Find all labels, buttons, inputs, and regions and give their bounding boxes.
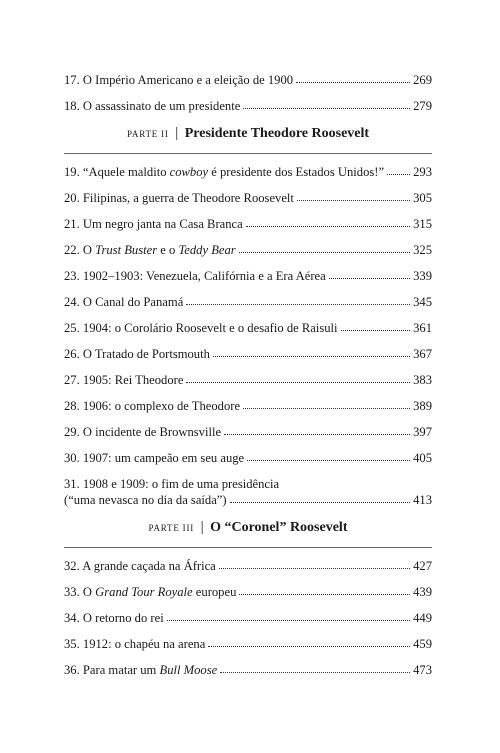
toc-entry-title: 28. 1906: o complexo de Theodore bbox=[64, 399, 241, 413]
toc-entry-24 bbox=[64, 294, 432, 310]
section-divider bbox=[64, 153, 432, 154]
toc-entry-title: 19. “Aquele maldito cowboy é presidente dos Estados Unidos!” bbox=[64, 165, 385, 179]
leader-dots bbox=[186, 301, 410, 305]
leader-dots bbox=[387, 171, 410, 175]
toc-entry-30 bbox=[64, 450, 432, 466]
toc-page-number: 325 bbox=[413, 243, 432, 257]
part-heading-2 bbox=[64, 124, 432, 143]
toc-entry-title: 26. O Tratado de Portsmouth bbox=[64, 347, 210, 361]
toc-entry-title: 18. O assassinato de um presidente bbox=[64, 99, 241, 113]
leader-dots bbox=[243, 405, 410, 409]
part-separator: | bbox=[175, 125, 179, 141]
toc-page-number: 293 bbox=[413, 165, 432, 179]
leader-dots bbox=[220, 669, 410, 673]
part-heading-3 bbox=[64, 518, 432, 537]
toc-entry-25 bbox=[64, 320, 432, 336]
toc-entry-title: 25. 1904: o Corolário Roosevelt e o desafio de Raisuli bbox=[64, 321, 338, 335]
leader-dots bbox=[167, 617, 410, 621]
toc-page-number: 305 bbox=[413, 191, 432, 205]
section-divider bbox=[64, 547, 432, 548]
part-label: PARTE III bbox=[148, 523, 195, 533]
toc-page-number: 397 bbox=[413, 425, 432, 439]
leader-dots bbox=[341, 327, 411, 331]
leader-dots bbox=[230, 499, 411, 503]
toc-entry-title-continuation bbox=[64, 492, 432, 508]
table-of-contents bbox=[64, 72, 432, 688]
leader-dots bbox=[224, 431, 410, 435]
part-title: Presidente Theodore Roosevelt bbox=[184, 126, 370, 141]
toc-entry-28 bbox=[64, 398, 432, 414]
toc-entry-title: 22. O Trust Buster e o Teddy Bear bbox=[64, 243, 236, 257]
toc-page-number: 439 bbox=[413, 585, 432, 599]
part-label: PARTE II bbox=[126, 129, 169, 139]
toc-entry-title: 29. O incidente de Brownsville bbox=[64, 425, 222, 439]
leader-dots bbox=[246, 223, 410, 227]
leader-dots bbox=[296, 79, 410, 83]
leader-dots bbox=[329, 275, 410, 279]
toc-page-number: 405 bbox=[413, 451, 432, 465]
toc-page-number: 427 bbox=[413, 559, 432, 573]
toc-page-number: 367 bbox=[413, 347, 432, 361]
leader-dots bbox=[243, 105, 410, 109]
toc-entry-title: 31. 1908 e 1909: o fim de uma presidência bbox=[64, 477, 280, 491]
toc-entry-title: 32. A grande caçada na África bbox=[64, 559, 216, 573]
leader-dots bbox=[213, 353, 410, 357]
toc-entry-title: 24. O Canal do Panamá bbox=[64, 295, 184, 309]
toc-entry-33 bbox=[64, 584, 432, 600]
toc-entry-18 bbox=[64, 98, 432, 114]
toc-entry-title: 23. 1902–1903: Venezuela, Califórnia e a Era Aérea bbox=[64, 269, 326, 283]
toc-entry-31 bbox=[64, 476, 432, 508]
part-title: O “Coronel” Roosevelt bbox=[210, 520, 348, 535]
toc-page-number: 339 bbox=[413, 269, 432, 283]
toc-page-number: 279 bbox=[413, 99, 432, 113]
toc-page-number: 449 bbox=[413, 611, 432, 625]
toc-entry-title: 33. O Grand Tour Royale europeu bbox=[64, 585, 237, 599]
toc-entry-23 bbox=[64, 268, 432, 284]
toc-entry-34 bbox=[64, 610, 432, 626]
toc-entry-title: 35. 1912: o chapéu na arena bbox=[64, 637, 206, 651]
toc-page-number: 315 bbox=[413, 217, 432, 231]
toc-entry-title: 36. Para matar um Bull Moose bbox=[64, 663, 218, 677]
leader-dots bbox=[208, 643, 410, 647]
toc-entry-19 bbox=[64, 164, 432, 180]
toc-page-number: 361 bbox=[413, 321, 432, 335]
toc-page-number: 413 bbox=[413, 493, 432, 507]
toc-page-number: 473 bbox=[413, 663, 432, 677]
toc-entry-subtitle: (“uma nevasca no dia da saída”) bbox=[64, 493, 227, 507]
toc-entry-title: 30. 1907: um campeão em seu auge bbox=[64, 451, 245, 465]
toc-page-number: 389 bbox=[413, 399, 432, 413]
toc-page-number: 269 bbox=[413, 73, 432, 87]
toc-page-number: 383 bbox=[413, 373, 432, 387]
toc-entry-27 bbox=[64, 372, 432, 388]
toc-entry-17 bbox=[64, 72, 432, 88]
toc-page-number: 345 bbox=[413, 295, 432, 309]
toc-page-number: 459 bbox=[413, 637, 432, 651]
toc-entry-26 bbox=[64, 346, 432, 362]
toc-entry-title: 34. O retorno do rei bbox=[64, 611, 164, 625]
leader-dots bbox=[247, 457, 410, 461]
toc-entry-22 bbox=[64, 242, 432, 258]
leader-dots bbox=[239, 249, 410, 253]
toc-entry-21 bbox=[64, 216, 432, 232]
leader-dots bbox=[239, 591, 410, 595]
toc-entry-title: 17. O Império Americano e a eleição de 1900 bbox=[64, 73, 294, 87]
leader-dots bbox=[186, 379, 410, 383]
toc-entry-title: 21. Um negro janta na Casa Branca bbox=[64, 217, 243, 231]
toc-entry-29 bbox=[64, 424, 432, 440]
part-separator: | bbox=[200, 519, 204, 535]
toc-entry-title: 20. Filipinas, a guerra de Theodore Roosevelt bbox=[64, 191, 294, 205]
toc-entry-35 bbox=[64, 636, 432, 652]
toc-entry-title: 27. 1905: Rei Theodore bbox=[64, 373, 184, 387]
toc-entry-32 bbox=[64, 558, 432, 574]
toc-entry-20 bbox=[64, 190, 432, 206]
toc-entry-36 bbox=[64, 662, 432, 678]
leader-dots bbox=[297, 197, 410, 201]
leader-dots bbox=[219, 565, 410, 569]
